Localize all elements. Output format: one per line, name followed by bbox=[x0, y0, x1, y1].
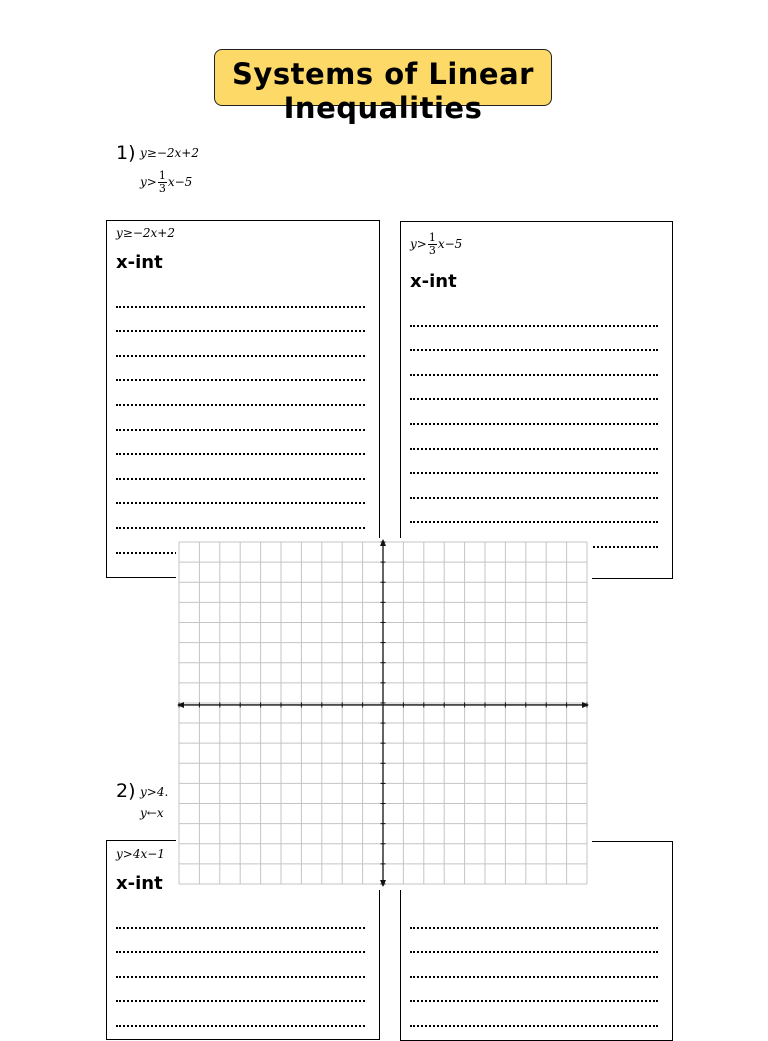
problem-1-inequality-2: y> $\frac{1}{3}$ x−5 bbox=[140, 169, 193, 195]
problem-1-inequality-1: y≥−2x+2 bbox=[140, 146, 199, 160]
box-equation: y≥−2x+2 bbox=[116, 226, 175, 240]
title-line-1: Systems of Linear bbox=[232, 57, 534, 91]
title-line-2: Inequalities bbox=[283, 91, 483, 125]
answer-lines[interactable] bbox=[116, 283, 365, 554]
box-equation: y> $\frac{1}{3}$ x−5 bbox=[410, 231, 463, 257]
x-int-heading: x-int bbox=[116, 873, 163, 894]
problem-1-work-box-right bbox=[400, 221, 673, 579]
answer-lines[interactable] bbox=[410, 904, 658, 1027]
box-equation: y>4x−1 bbox=[116, 847, 165, 861]
problem-1-work-box-left bbox=[106, 220, 380, 578]
problem-2-inequality-2: y←x bbox=[140, 806, 164, 820]
coordinate-grid-svg bbox=[176, 538, 592, 890]
answer-lines[interactable] bbox=[410, 302, 658, 548]
worksheet-title bbox=[214, 49, 552, 125]
answer-lines[interactable] bbox=[116, 904, 365, 1027]
problem-2-number: 2) bbox=[116, 780, 136, 802]
coordinate-grid[interactable] bbox=[176, 538, 592, 890]
x-int-heading: x-int bbox=[410, 271, 457, 292]
problem-1-number: 1) bbox=[116, 142, 136, 164]
x-int-heading: x-int bbox=[116, 252, 163, 273]
problem-2-inequality-1: y>4. bbox=[140, 785, 169, 799]
